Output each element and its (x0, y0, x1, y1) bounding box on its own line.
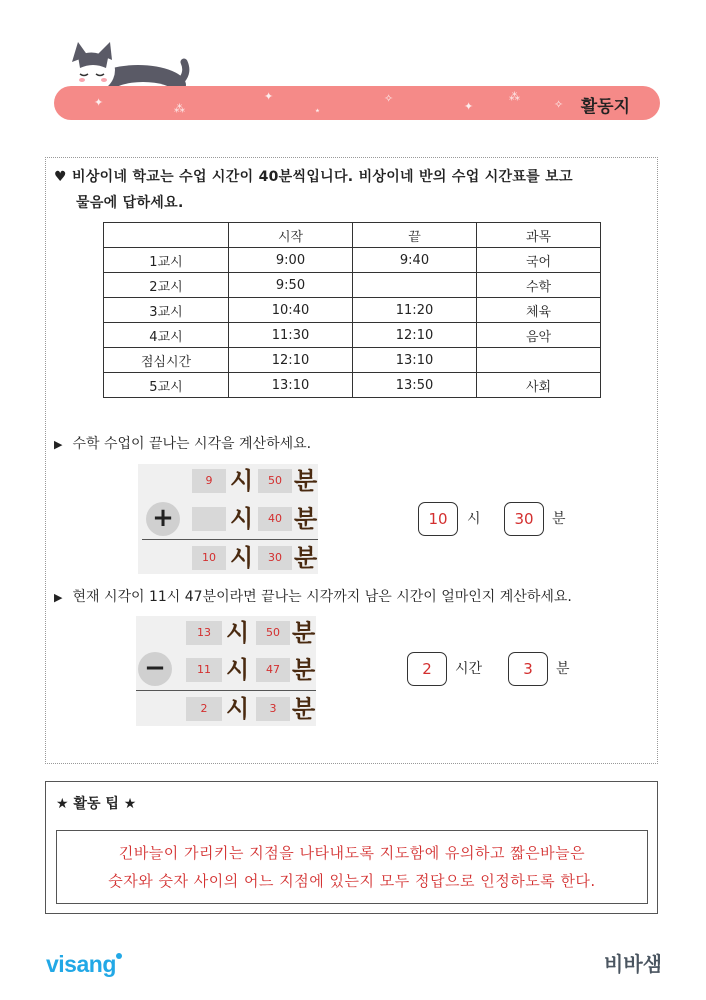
row2-hour: 11 (186, 658, 222, 682)
end-cell (353, 273, 477, 298)
activity-tip-box (45, 781, 658, 914)
row-label: 1교시 (104, 248, 229, 273)
minute-unit: 분 (292, 656, 316, 684)
triangle-marker-icon: ▶ (54, 591, 63, 604)
table-row (104, 298, 601, 323)
hour-unit: 시 (230, 544, 254, 572)
row1-hour: 13 (186, 621, 222, 645)
schedule-table (103, 222, 601, 398)
calc-divider (142, 539, 318, 540)
activity-main-box (45, 157, 658, 764)
calc-divider (136, 690, 316, 691)
row2-hour (192, 507, 226, 531)
tip-line-1: 긴바늘이 가리키는 지점을 나타내도록 지도함에 유의하고 짧은바늘은 (118, 844, 586, 862)
result-hour: 2 (186, 697, 222, 721)
header-cell: 끝 (353, 223, 477, 248)
row-label: 5교시 (104, 373, 229, 398)
subject-cell: 사회 (477, 373, 601, 398)
question-1-text: 수학 수업이 끝나는 시각을 계산하세요. (72, 436, 312, 452)
subject-cell: 체육 (477, 298, 601, 323)
answer-hour-box[interactable]: 10 (418, 502, 458, 536)
row-label: 4교시 (104, 323, 229, 348)
minute-unit: 분 (294, 467, 318, 495)
hour-unit: 시 (226, 619, 250, 647)
minute-unit: 분 (294, 544, 318, 572)
visang-logo-text: visang (46, 951, 116, 977)
question-1 (54, 433, 311, 453)
subject-cell: 국어 (477, 248, 601, 273)
row1-minute: 50 (258, 469, 292, 493)
intro-line-2: 물음에 답하세요. (76, 195, 184, 211)
subtraction-calculation (136, 616, 316, 726)
minute-unit: 분 (292, 695, 316, 723)
start-cell: 13:10 (229, 373, 353, 398)
addition-calculation (138, 464, 318, 574)
header-cell (104, 223, 229, 248)
intro-line-1: 비상이네 학교는 수업 시간이 40분씩입니다. 비상이네 반의 수업 시간표를 보고 (72, 169, 573, 185)
subject-cell: 수학 (477, 273, 601, 298)
row1-hour: 9 (192, 469, 226, 493)
table-row (104, 348, 601, 373)
answer-minute-box[interactable]: 30 (504, 502, 544, 536)
result-hour: 10 (192, 546, 226, 570)
row-label: 점심시간 (104, 348, 229, 373)
header-cell: 시작 (229, 223, 353, 248)
bibasaem-logo: 비바샘 (604, 952, 662, 976)
page-title: 활동지 (580, 97, 630, 117)
visang-logo (46, 951, 122, 978)
answer-hour-label: 시 (467, 511, 481, 527)
triangle-marker-icon: ▶ (54, 438, 63, 451)
row1-minute: 50 (256, 621, 290, 645)
header-banner: ✦ ⁂ ✦ ⋆ ✧ ✦ ⁂ ✧ 활동지 (54, 86, 660, 120)
table-header-row (104, 223, 601, 248)
end-cell: 11:20 (353, 298, 477, 323)
end-cell: 12:10 (353, 323, 477, 348)
minus-icon: − (138, 652, 172, 686)
result-minute: 3 (256, 697, 290, 721)
question-2 (54, 586, 572, 606)
hour-unit: 시 (226, 695, 250, 723)
row-label: 2교시 (104, 273, 229, 298)
start-cell: 12:10 (229, 348, 353, 373)
row2-minute: 40 (258, 507, 292, 531)
heart-icon: ♥ (54, 169, 67, 185)
answer-minute-label: 분 (556, 661, 570, 677)
question-2-text: 현재 시각이 11시 47분이라면 끝나는 시각까지 남은 시간이 얼마인지 계산하세요. (72, 589, 572, 605)
tip-content (56, 830, 648, 904)
intro-text (54, 164, 652, 216)
end-cell: 13:10 (353, 348, 477, 373)
table-row (104, 323, 601, 348)
minute-unit: 분 (292, 619, 316, 647)
subject-cell (477, 348, 601, 373)
minute-unit: 분 (294, 505, 318, 533)
row2-minute: 47 (256, 658, 290, 682)
tip-title: ★ 활동 팁 ★ (56, 796, 137, 812)
hour-unit: 시 (230, 505, 254, 533)
header-cell: 과목 (477, 223, 601, 248)
start-cell: 9:00 (229, 248, 353, 273)
logo-dot-icon (116, 953, 122, 959)
row-label: 3교시 (104, 298, 229, 323)
plus-icon: + (146, 502, 180, 536)
tip-line-2: 숫자와 숫자 사이의 어느 지점에 있는지 모두 정답으로 인정하도록 한다. (108, 872, 596, 890)
end-cell: 9:40 (353, 248, 477, 273)
start-cell: 11:30 (229, 323, 353, 348)
end-cell: 13:50 (353, 373, 477, 398)
table-row (104, 273, 601, 298)
answer-hour-label: 시간 (455, 661, 483, 677)
start-cell: 9:50 (229, 273, 353, 298)
result-minute: 30 (258, 546, 292, 570)
answer-minute-label: 분 (552, 511, 566, 527)
answer-hour-box[interactable]: 2 (407, 652, 447, 686)
table-row (104, 373, 601, 398)
table-row (104, 248, 601, 273)
subject-cell: 음악 (477, 323, 601, 348)
hour-unit: 시 (230, 467, 254, 495)
answer-minute-box[interactable]: 3 (508, 652, 548, 686)
start-cell: 10:40 (229, 298, 353, 323)
hour-unit: 시 (226, 656, 250, 684)
